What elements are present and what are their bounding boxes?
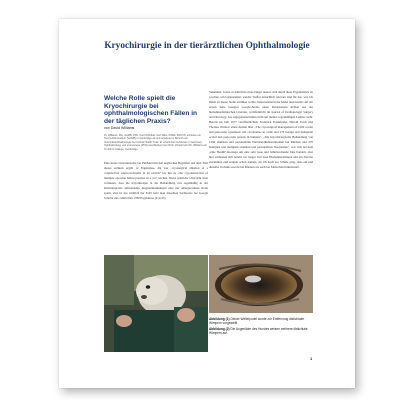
figure-captions (209, 317, 313, 337)
figure-2-label: Abbildung (2) (209, 326, 230, 331)
figure-2-caption-text: Die Augenlider des Hundes weisen mehrere distichiale Wimpern auf. (209, 326, 308, 336)
left-column-body: Eine kurze Literatursuche bei PubMed mit den englischen Begriffen aus dem Titel dieses Artikels ergibt 12 Ergebnisse, die von „cryosurgical ablation of a conjunctival adenocarcinoma in an ostrich" bis hin zu „the cryodestruction of multiple apocrine hidrocystomas in a cat" reichen. Diese spärliche Übersicht lässt vermuten, dass die Kryotherapie in der Behandlung von regelmäßig in der Kleintierpraxis auftretenden Augenerkrankungen eine nur untergeordnete Rolle spielt, aber ist das wirklich der Fall? Gibt man dieselben Suchworte bei Google Scholar ein, erhält man 1780 Ergebnisse (n=0,35) (104, 161, 208, 201)
figure-1-caption-text: Dieser Wellelpudel wurde zur Entfernung distichialer Wimpern vorgestellt (209, 317, 305, 326)
right-column-body: Sekunden, wobei es natürlich etwas länger dauert, sich durch diese Ergebnisliste zu scrollen, um festzustellen, welche Treffer tatsächlich relevant sind für das, was ich Ihnen an dieser Stelle erzählen wollte. Interessanterweise findet man bereits auf der ersten Seite besagter Google-Suche einen Rezensenten Artikel aus der humanmedizinischen Literatur, veröffentlicht im Journal of Dermatologic Surgery and Oncology, das zugegebenermaßen nicht auf meiner regelmäßigen Lesliste steht. Bereits im Jahr 1977 veröffentlichten Frederick Fraunfelder, Harold Farris und Thomas Wallace einen Artikel über „The cryosurgical management of 1200 ocular and periocular squamous cell carcinomas in cattle and 270 benign and malignant ocular and periocular lesions in humans". „Die kryochirurgische Behandlung von 1200 okulären und periokulären Plattenepithelkarzinomen bei Rindern und 270 benignen und malignen okulären und periokulären Neoplasien", was sich bei dem „One Health"-Konzept um eine sehr neue und bahnbrechende Idee handelt, aber hier schliessen sich bereits vor langer Zeit zwei Humanmedizinern und ein Tierarzt zusammen und zeigten schon damals, als ich noch zur Schule ging, dass ein und dieselbe Technik sowohl bei Rindern als auch bei Menschen funktioniert. (209, 90, 314, 169)
figure-1-caption (209, 317, 313, 326)
author-byline: von David Williams (104, 126, 135, 131)
figure-1-dog-photo (104, 255, 208, 352)
author-affiliation: Dr. Williams, MA, VetMB, PhD, CertVOphthal, Cert WEL, FHEA, FRCVS, schlosss ein Tiermedizinstudium (VetMB) in Cambridge ab und arbeitete im Bereich der Veterinärophthalmologie bei Animal Health Trust. Er erhielt das Certificate in Veterinary Ophthalmology und promovierte (PhD) anschließend am RVC. Zurzeit lehrt Dr. Williams am St John's College, Cambridge. (104, 133, 207, 151)
article-title: Kryochirurgie in der tierärztlichen Ophthalmologie (104, 41, 310, 51)
figure-2-caption (209, 327, 313, 336)
figure-2-eye-closeup (209, 255, 313, 313)
left-column (104, 95, 208, 201)
document-page (59, 19, 355, 388)
figure-1-label: Abbildung (1) (209, 317, 230, 321)
right-column (209, 90, 313, 170)
page-number: 1 (310, 356, 313, 361)
article-subtitle: Welche Rolle spielt die Kryochirurgie bei ophthalmologischen Fällen in der täglichen Praxis? (104, 95, 198, 125)
